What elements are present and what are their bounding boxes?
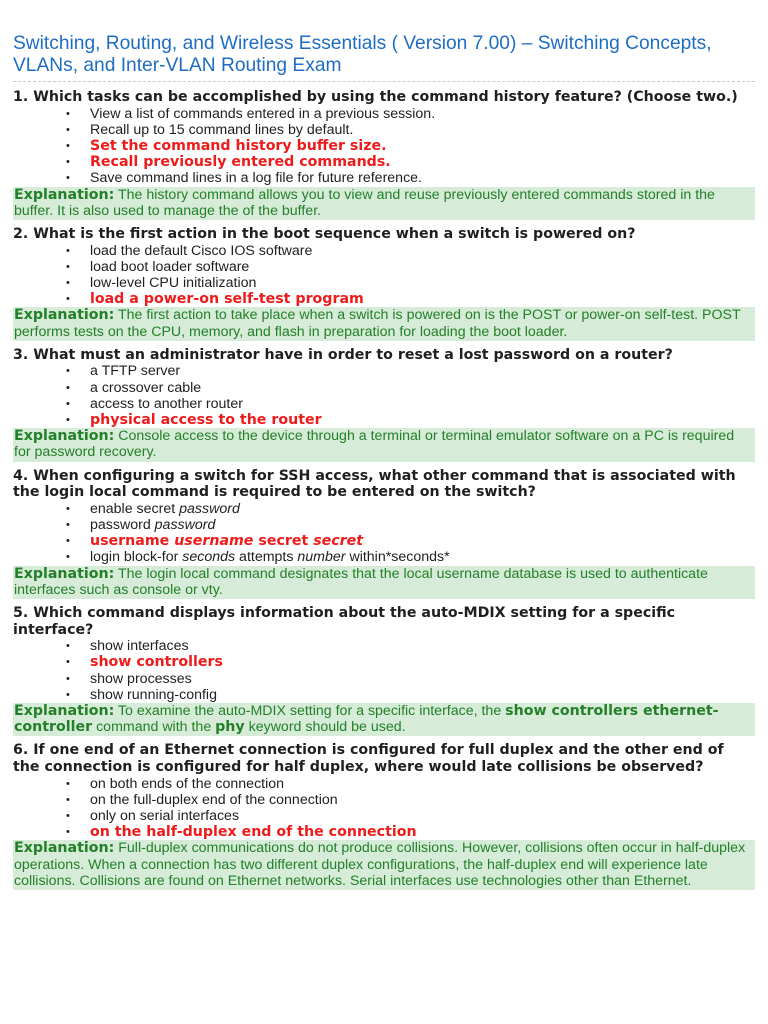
answer-option: • show processes xyxy=(13,671,755,687)
explanation-box xyxy=(13,187,755,220)
question-text: 5. Which command displays information about the auto-MDIX setting for a specific interface? xyxy=(13,605,676,638)
answer-option xyxy=(13,501,755,517)
explanation-text: command with the xyxy=(92,719,216,736)
answer-option: • on the full-duplex end of the connection xyxy=(13,792,755,808)
question-block xyxy=(13,742,755,890)
answer-options xyxy=(13,776,755,841)
question-block xyxy=(13,468,755,599)
answer-option: • show running-config xyxy=(13,687,755,703)
option-placeholder: number xyxy=(297,549,346,566)
explanation-label: Explanation: xyxy=(14,565,115,582)
option-text: username xyxy=(90,533,175,550)
option-text: password xyxy=(90,517,155,534)
answer-option: • show interfaces xyxy=(13,638,755,654)
correct-answer-option: • Set the command history buffer size. xyxy=(13,138,755,154)
explanation-label: Explanation: xyxy=(14,307,115,324)
option-placeholder: password xyxy=(179,500,240,517)
answer-option: • only on serial interfaces xyxy=(13,808,755,824)
option-placeholder: password xyxy=(154,517,216,534)
explanation-keyword: phy xyxy=(215,719,245,736)
correct-answer-option: • load a power-on self-test program xyxy=(13,291,755,307)
question-text: 1. Which tasks can be accomplished by using the command history feature? (Choose two.) xyxy=(13,89,738,105)
correct-answer-option: • Recall previously entered commands. xyxy=(13,154,755,170)
explanation-text: The history command allows you to view and reuse previously entered commands stored in the buffer. It is also used to manage the of the buffer. xyxy=(14,186,715,219)
correct-answer-option: • show controllers xyxy=(13,654,755,670)
answer-option xyxy=(13,517,755,533)
answer-options xyxy=(13,106,755,187)
explanation-command: show controllers ethernet-controller xyxy=(14,703,719,736)
explanation-label: Explanation: xyxy=(14,186,115,203)
explanation-box xyxy=(13,307,755,340)
explanation-text: Console access to the device through a terminal or terminal emulator software on a PC is required for password recovery. xyxy=(14,428,735,461)
option-text: secret xyxy=(253,533,314,550)
answer-option: • Save command lines in a log file for future reference. xyxy=(13,170,755,186)
explanation-box xyxy=(13,566,755,599)
question-block xyxy=(13,347,755,462)
explanation-text: keyword should be used. xyxy=(244,719,406,736)
question-text: 3. What must an administrator have in order to reset a lost password on a router? xyxy=(13,346,673,363)
answer-option: • a crossover cable xyxy=(13,380,755,396)
explanation-box xyxy=(13,703,755,736)
question-block xyxy=(13,226,755,341)
answer-option: • access to another router xyxy=(13,396,755,412)
option-text: login block-for xyxy=(90,549,183,566)
question-text: 2. What is the first action in the boot sequence when a switch is powered on? xyxy=(13,226,636,243)
correct-answer-option xyxy=(13,533,755,549)
answer-options xyxy=(13,243,755,308)
answer-option: • load the default Cisco IOS software xyxy=(13,243,755,259)
correct-answer-option: • physical access to the router xyxy=(13,412,755,428)
answer-option: • View a list of commands entered in a previous session. xyxy=(13,106,755,122)
page-title: Switching, Routing, and Wireless Essentials ( Version 7.00) – Switching Concepts, VLANs, and Inter-VLAN Routing Exam xyxy=(13,0,755,82)
answer-options xyxy=(13,638,755,703)
explanation-label: Explanation: xyxy=(14,703,115,720)
answer-option xyxy=(13,549,755,565)
answer-option: • low-level CPU initialization xyxy=(13,275,755,291)
correct-answer-option: • on the half-duplex end of the connection xyxy=(13,824,755,840)
question-block xyxy=(13,605,755,736)
option-placeholder: username xyxy=(174,533,254,550)
explanation-label: Explanation: xyxy=(14,840,115,857)
answer-options xyxy=(13,501,755,566)
explanation-label: Explanation: xyxy=(14,428,115,445)
answer-option: • Recall up to 15 command lines by default. xyxy=(13,122,755,138)
option-placeholder: seconds xyxy=(182,549,236,566)
explanation-box xyxy=(13,428,755,461)
explanation-text: Full-duplex communications do not produce collisions. However, collisions often occur in half-duplex operations. When a connection has two different duplex configurations, the half-duplex end will experience late collisions. Collisions are found on Ethernet networks. Serial interfaces use technologies other than Ethernet. xyxy=(14,840,746,889)
question-block xyxy=(13,89,755,220)
answer-option: • a TFTP server xyxy=(13,363,755,379)
explanation-text: The login local command designates that the local username database is used to authenticate interfaces such as console or vty. xyxy=(14,565,708,598)
explanation-text: To examine the auto-MDIX setting for a specific interface, the xyxy=(117,703,506,720)
answer-options xyxy=(13,363,755,428)
option-text: within*seconds* xyxy=(345,549,450,566)
option-text: enable secret xyxy=(90,500,180,517)
answer-option: • on both ends of the connection xyxy=(13,776,755,792)
question-text: 6. If one end of an Ethernet connection is configured for full duplex and the other end of the connection is configured for half duplex, where would late collisions be observed? xyxy=(13,742,724,776)
explanation-box xyxy=(13,840,755,890)
explanation-text: The first action to take place when a switch is powered on is the POST or power-on self-test. POST performs tests on the CPU, memory, and flash in preparation for loading the boot loader. xyxy=(14,307,741,340)
option-placeholder: secret xyxy=(313,533,364,550)
option-text: attempts xyxy=(235,549,298,566)
question-text: 4. When configuring a switch for SSH access, what other command that is associated with the login local command is required to be entered on the switch? xyxy=(13,467,736,501)
answer-option: • load boot loader software xyxy=(13,259,755,275)
